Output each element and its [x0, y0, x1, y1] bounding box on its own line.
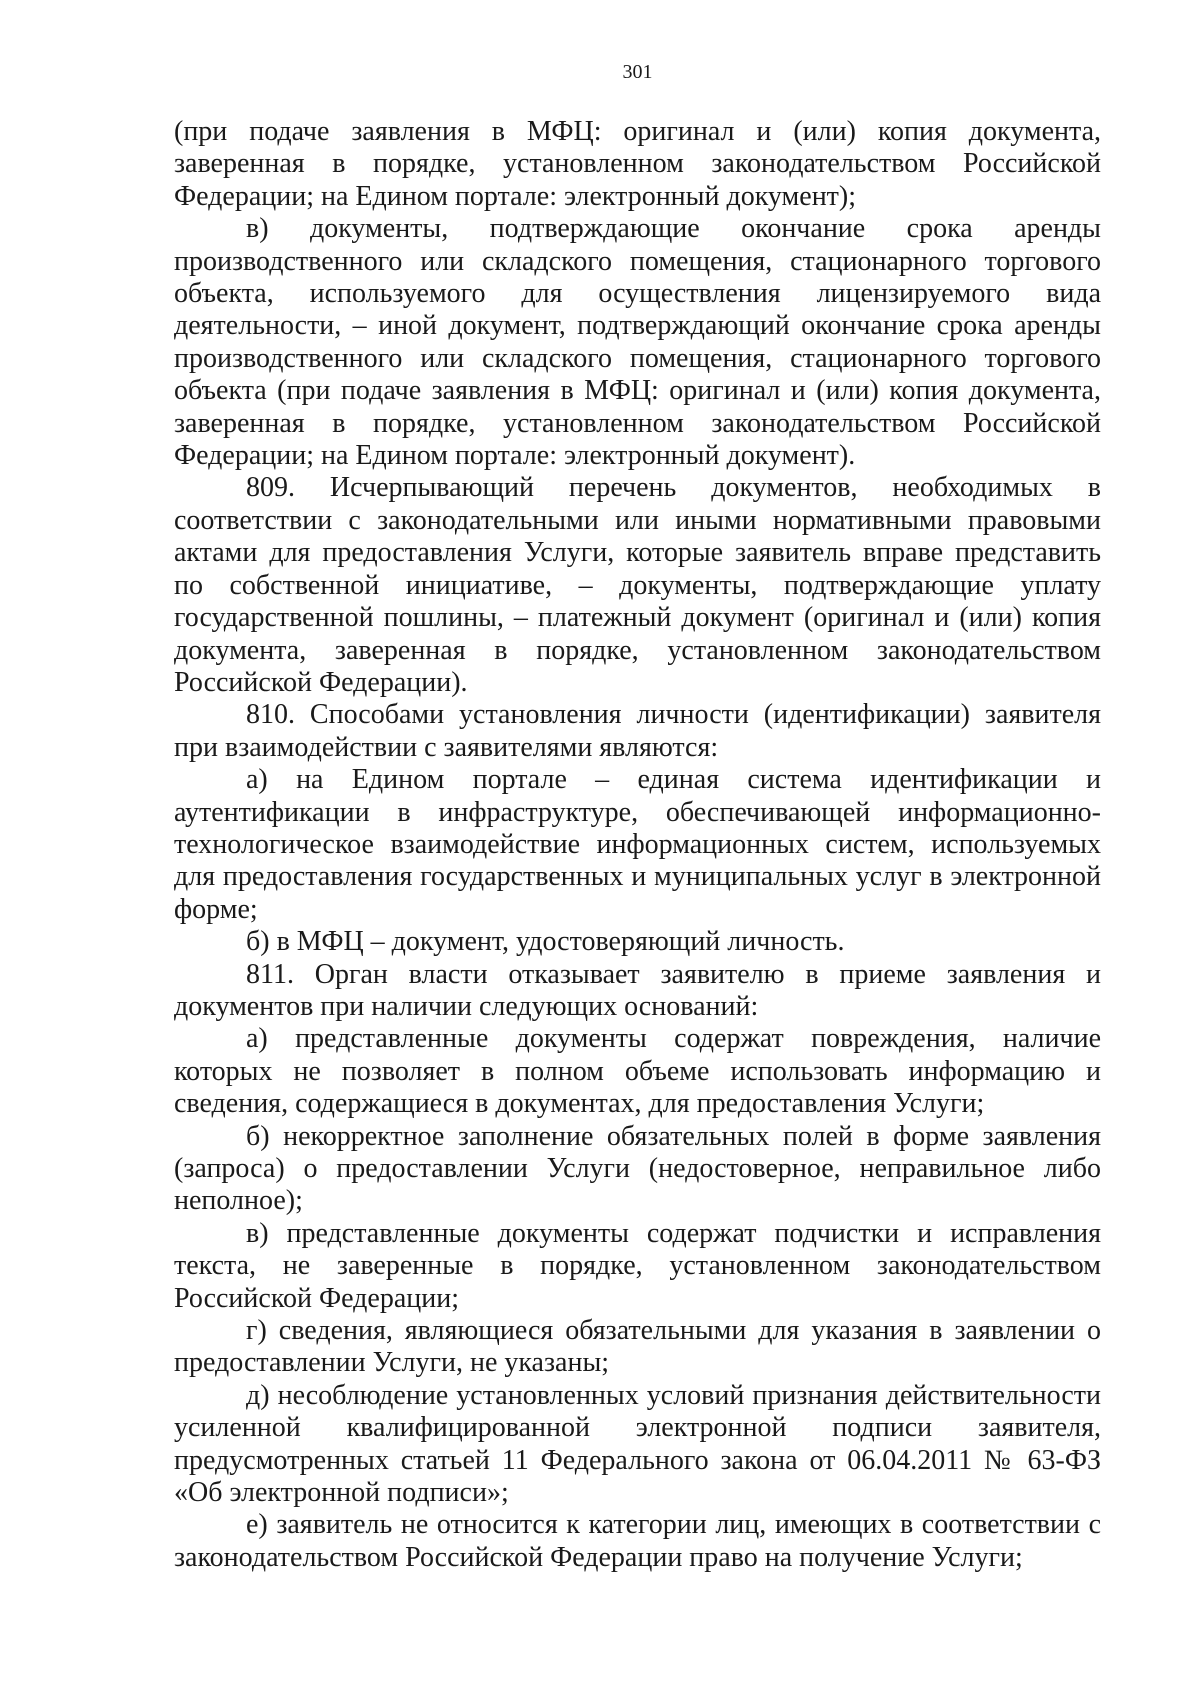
paragraph-811-v: в) представленные документы содержат подчистки и исправления текста, не заверенные в порядке, установленном законодательством Российской Федерации; — [174, 1217, 1101, 1314]
paragraph-810-b: б) в МФЦ – документ, удостоверяющий личность. — [246, 926, 845, 958]
paragraph-811-e: е) заявитель не относится к категории лиц, имеющих в соответствии с законодательством Российской Федерации право на получение Услуги; — [174, 1509, 1101, 1573]
paragraph-810: 810. Способами установления личности (идентификации) заявителя при взаимодействии с заявителями являются: — [174, 699, 1101, 763]
paragraph-811-d: д) несоблюдение установленных условий признания действительности усиленной квалифицированной электронной подписи заявителя, предусмотренных статьей 11 Федерального закона от 06.04.2011 № 63-ФЗ «Об электронной подписи»; — [174, 1379, 1101, 1509]
document-page — [174, 60, 1101, 1574]
paragraph-811: 811. Орган власти отказывает заявителю в приеме заявления и документов при наличии следующих оснований: — [174, 958, 1101, 1022]
page-number: 301 — [622, 61, 653, 83]
paragraph-811-b: б) некорректное заполнение обязательных полей в форме заявления (запроса) о предоставлении Услуги (недостоверное, неправильное либо неполное); — [174, 1120, 1101, 1217]
paragraph-810-a: а) на Едином портале – единая система идентификации и аутентификации в инфраструктуре, обеспечивающей информационно-технологическое взаимодействие информационных систем, используемых для предоставления государственных и муниципальных услуг в электронной форме; — [174, 764, 1101, 925]
paragraph-809: 809. Исчерпывающий перечень документов, необходимых в соответствии с законодательными или иными нормативными правовыми актами для предоставления Услуги, которые заявитель вправе представить по собственной инициативе, – документы, подтверждающие уплату государственной пошлины, – платежный документ (оригинал и (или) копия документа, заверенная в порядке, установленном законодательством Российской Федерации). — [174, 472, 1101, 698]
paragraph-811-a: а) представленные документы содержат повреждения, наличие которых не позволяет в полном объеме использовать информацию и сведения, содержащиеся в документах, для предоставления Услуги; — [174, 1023, 1101, 1120]
paragraph-811-g: г) сведения, являющиеся обязательными для указания в заявлении о предоставлении Услуги, не указаны; — [174, 1315, 1101, 1379]
paragraph-item-v-lease: в) документы, подтверждающие окончание срока аренды производственного или складского помещения, стационарного торгового объекта, используемого для осуществления лицензируемого вида деятельности, – иной документ, подтверждающий окончание срока аренды производственного или складского помещения, стационарного торгового объекта (при подаче заявления в МФЦ: оригинал и (или) копия документа, заверенная в порядке, установленном законодательством Российской Федерации; на Едином портале: электронный документ). — [174, 213, 1101, 472]
paragraph-continuation: (при подаче заявления в МФЦ: оригинал и (или) копия документа, заверенная в порядке, установленном законодательством Российской Федерации; на Едином портале: электронный документ); — [174, 116, 1101, 212]
